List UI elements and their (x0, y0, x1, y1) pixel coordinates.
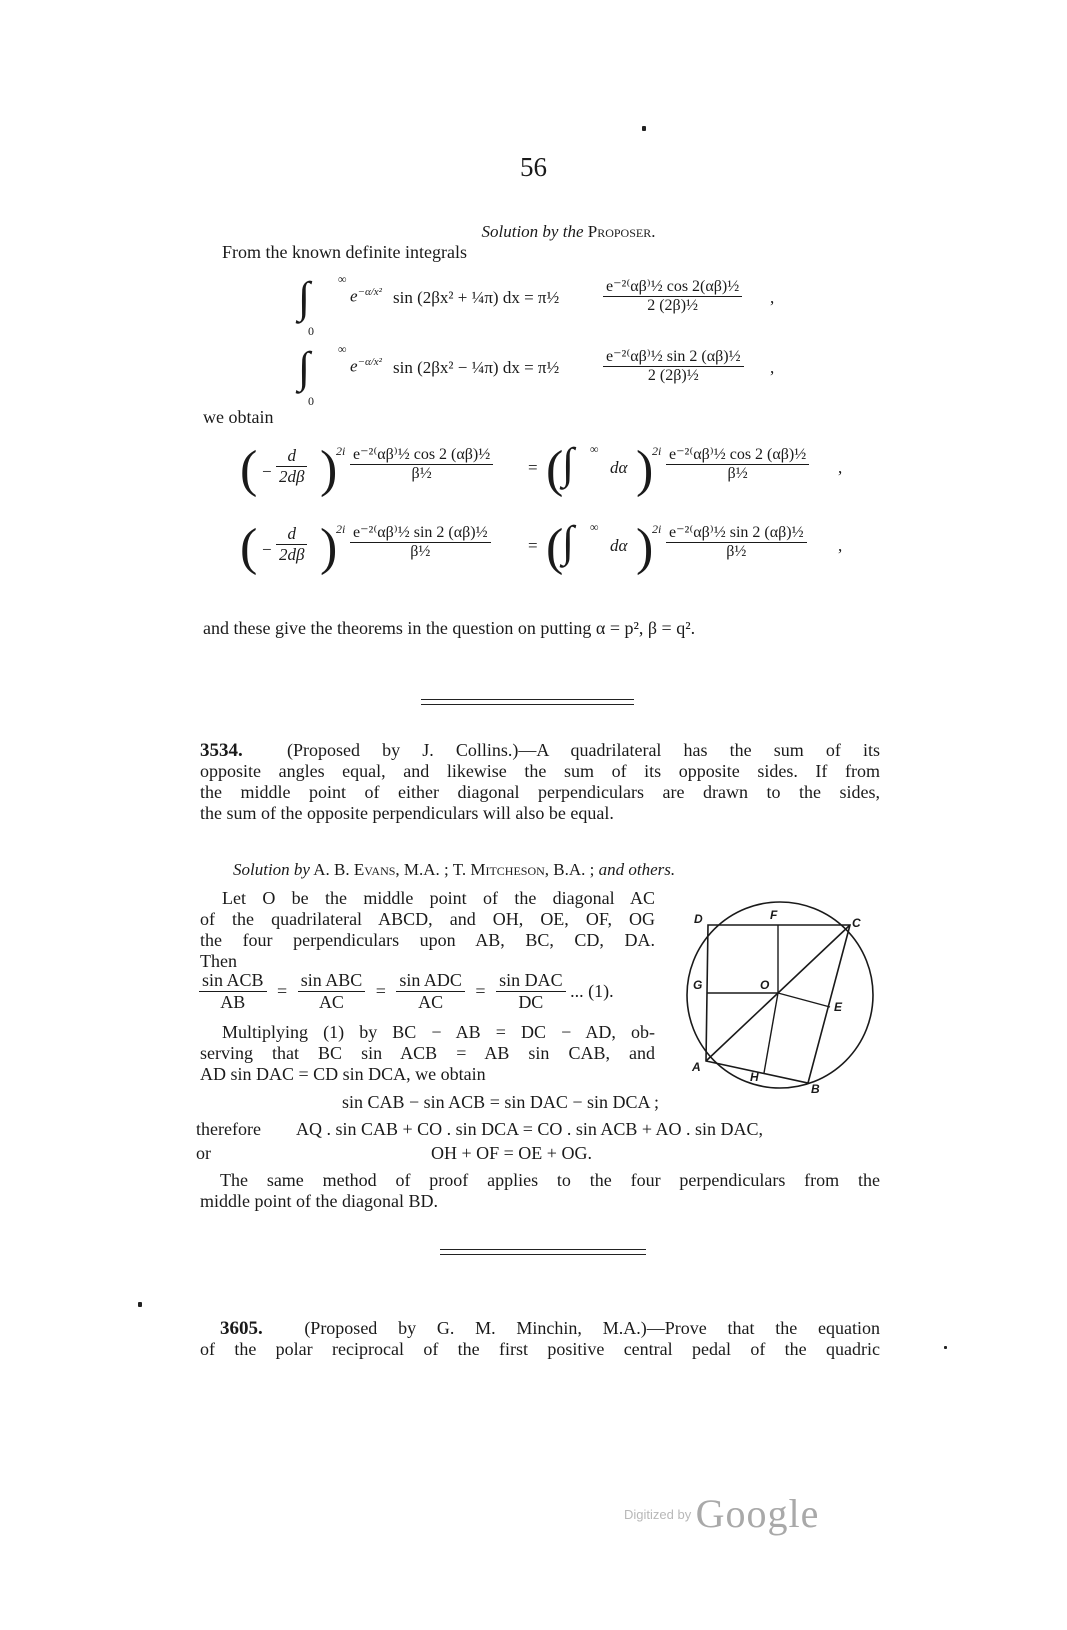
derivative-fraction: $\frac{d}{2d\beta}$ (276, 446, 307, 487)
label-d: D (694, 912, 703, 926)
conclusion-text: and these give the theorems in the question on putting α = p², β = q². (203, 618, 696, 638)
equation-number: ... (1). (570, 981, 614, 1001)
we-obtain-text: we obtain (203, 407, 274, 427)
derivative-fraction: $\frac{d}{2d\beta}$ (276, 524, 307, 565)
rhs-denominator: 2 (2β)½ (647, 367, 699, 384)
or-label: or (196, 1143, 211, 1163)
rhs-numerator: e⁻²⁽αβ⁾½ cos 2(αβ)½ (603, 276, 742, 297)
rhs-fraction (603, 346, 744, 385)
equation-2 (298, 342, 818, 408)
problem-3605: 3605. (Proposed by G. M. Minchin, M.A.)—Prove that the equation of the polar reciprocal of the first positive central pedal of the quadric (200, 1318, 880, 1359)
label-a: A (692, 1060, 701, 1074)
ratio-fraction: $\frac{\text{sin ABC}}{AC}$ (298, 970, 366, 1013)
label-f: F (770, 908, 778, 922)
label-e: E (834, 1000, 843, 1014)
solution-3534-body: Let O be the middle point of the diagonal AC of the quadrilateral ABCD, and OH, OE, OF, OG the four perpendiculars upon AB, BC, CD, DA. Then (200, 888, 655, 971)
solution-heading (0, 222, 1067, 242)
solution-3534-body-2: Multiplying (1) by BC − AB = DC − AD, ob- serving that BC sin ACB = AB sin CAB, and AD sin DAC = CD sin DCA, we obtain (200, 1022, 655, 1084)
problem-3534: 3534. (Proposed by J. Collins.)—A quadrilateral has the sum of its opposite angles equal, and likewise the sum of its opposite sides. If from the middle point of either diagonal perpendiculars are drawn to the sides, the sum of the opposite perpendiculars will also be equal. (200, 740, 881, 823)
equation-end: , (770, 288, 775, 307)
therefore-equation: AQ . sin CAB + CO . sin DCA = CO . sin ACB + AO . sin DAC, (296, 1119, 764, 1139)
print-mark (138, 1302, 142, 1307)
power: 2i (336, 522, 346, 536)
rhs-numerator: e⁻²⁽αβ⁾½ sin 2 (αβ)½ (603, 346, 744, 367)
divider-rule (440, 1254, 646, 1255)
therefore-label: therefore (196, 1119, 261, 1139)
integral-sign: ∫ (562, 517, 575, 566)
equation-end: , (770, 358, 775, 377)
integral-sign: ∫ (298, 273, 311, 322)
result-equation: OH + OF = OE + OG. (431, 1143, 592, 1163)
close-paren: ) (636, 441, 654, 498)
divider-rule (440, 1249, 646, 1250)
integral-lower-limit: 0 (308, 324, 314, 338)
solution-line-sines: sin CAB − sin ACB = sin DAC − sin DCA ; (342, 1092, 660, 1112)
equation-4: ( − $\frac{d}{2d\beta}$ ) 2i $\frac{\text{e⁻²⁽αβ⁾½ sin 2 (αβ)½}}{\text{β½}}$ = ( ∫ ∞ dα ) 2i $\frac{\text{e⁻²⁽αβ⁾½ sin 2 (αβ)½}}{\text{β½}}$ , (240, 517, 843, 576)
watermark-prefix: Digitized by (624, 1507, 692, 1522)
solution-3534-heading: Solution by A. B. Evans, M.A. ; T. Mitcheson, B.A. ; and others. (233, 860, 676, 879)
label-h: H (750, 1070, 759, 1084)
close-paren: ) (636, 519, 654, 576)
integrand: sin (2βx² − ¼π) dx = π½ (393, 358, 560, 377)
close-paren: ) (320, 519, 338, 576)
close-paren: ) (320, 441, 338, 498)
divider-rule (421, 699, 634, 700)
digitized-watermark (624, 1490, 819, 1537)
label-c: C (852, 916, 861, 930)
page-number: 56 (520, 152, 547, 182)
problem-number: 3534. (200, 740, 243, 761)
divider-rule (421, 704, 634, 705)
label-o: O (760, 978, 770, 992)
intro-text: From the known definite integrals (222, 242, 467, 262)
label-g: G (693, 978, 703, 992)
lhs-fraction: $\frac{\text{e⁻²⁽αβ⁾½ sin 2 (αβ)½}}{\text{β½}}$ (350, 522, 491, 561)
rhs-fraction: $\frac{\text{e⁻²⁽αβ⁾½ sin 2 (αβ)½}}{\text{β½}}$ (666, 522, 807, 561)
integral-upper-limit: ∞ (338, 272, 347, 286)
print-mark (944, 1346, 947, 1349)
ratio-fraction: $\frac{\text{sin ACB}}{AB}$ (199, 970, 267, 1013)
integral-upper-limit: ∞ (338, 342, 347, 356)
rhs-denominator: 2 (2β)½ (647, 297, 699, 314)
open-paren: ( (240, 519, 258, 576)
ratio-fraction: $\frac{\text{sin DAC}}{DC}$ (496, 970, 566, 1013)
integral-sign: ∫ (298, 343, 311, 392)
label-b: B (811, 1082, 820, 1096)
equation-1 (298, 272, 818, 338)
google-logo: Google (695, 1491, 820, 1536)
power: 2i (336, 444, 346, 458)
solution-3534-closing: The same method of proof applies to the four perpendiculars from the middle point of the diagonal BD. (200, 1170, 880, 1211)
print-mark (642, 126, 646, 131)
rhs-fraction: $\frac{\text{e⁻²⁽αβ⁾½ cos 2 (αβ)½}}{\text{β½}}$ (666, 444, 809, 483)
rhs-fraction (603, 276, 742, 315)
integrand: sin (2βx² + ¼π) dx = π½ (393, 288, 560, 307)
solution-heading-name: Proposer. (587, 222, 656, 241)
open-paren: ( (240, 441, 258, 498)
perpendicular-oe (778, 993, 830, 1007)
open-paren: ( (546, 441, 564, 498)
lhs-fraction: $\frac{\text{e⁻²⁽αβ⁾½ cos 2 (αβ)½}}{\text{β½}}$ (350, 444, 493, 483)
problem-number: 3605. (220, 1318, 263, 1339)
integral-sign: ∫ (562, 439, 575, 488)
solution-heading-prefix: Solution by the (481, 222, 588, 241)
exponential-e: $e^{-\alpha/x^2}$ (350, 286, 382, 306)
ratio-equation: $\frac{\text{sin ACB}}{AB}$ = $\frac{\text{sin ABC}}{AC}$ = $\frac{\text{sin ADC}}{AC}$ = $\frac{\text{sin DAC}}{DC}$ ... (1). (199, 970, 614, 1013)
exponential-e: $e^{-\alpha/x^2}$ (350, 356, 382, 376)
open-paren: ( (546, 519, 564, 576)
integral-lower-limit: 0 (308, 394, 314, 408)
quadrilateral-figure (668, 895, 880, 1105)
equation-3: ( − $\frac{d}{2d\beta}$ ) 2i $\frac{\text{e⁻²⁽αβ⁾½ cos 2 (αβ)½}}{\text{β½}}$ = ( ∫ ∞ dα ) 2i $\frac{\text{e⁻²⁽αβ⁾½ cos 2 (αβ)½}}{\text{β½}}$ , (240, 439, 843, 498)
ratio-fraction: $\frac{\text{sin ADC}}{AC}$ (396, 970, 465, 1013)
